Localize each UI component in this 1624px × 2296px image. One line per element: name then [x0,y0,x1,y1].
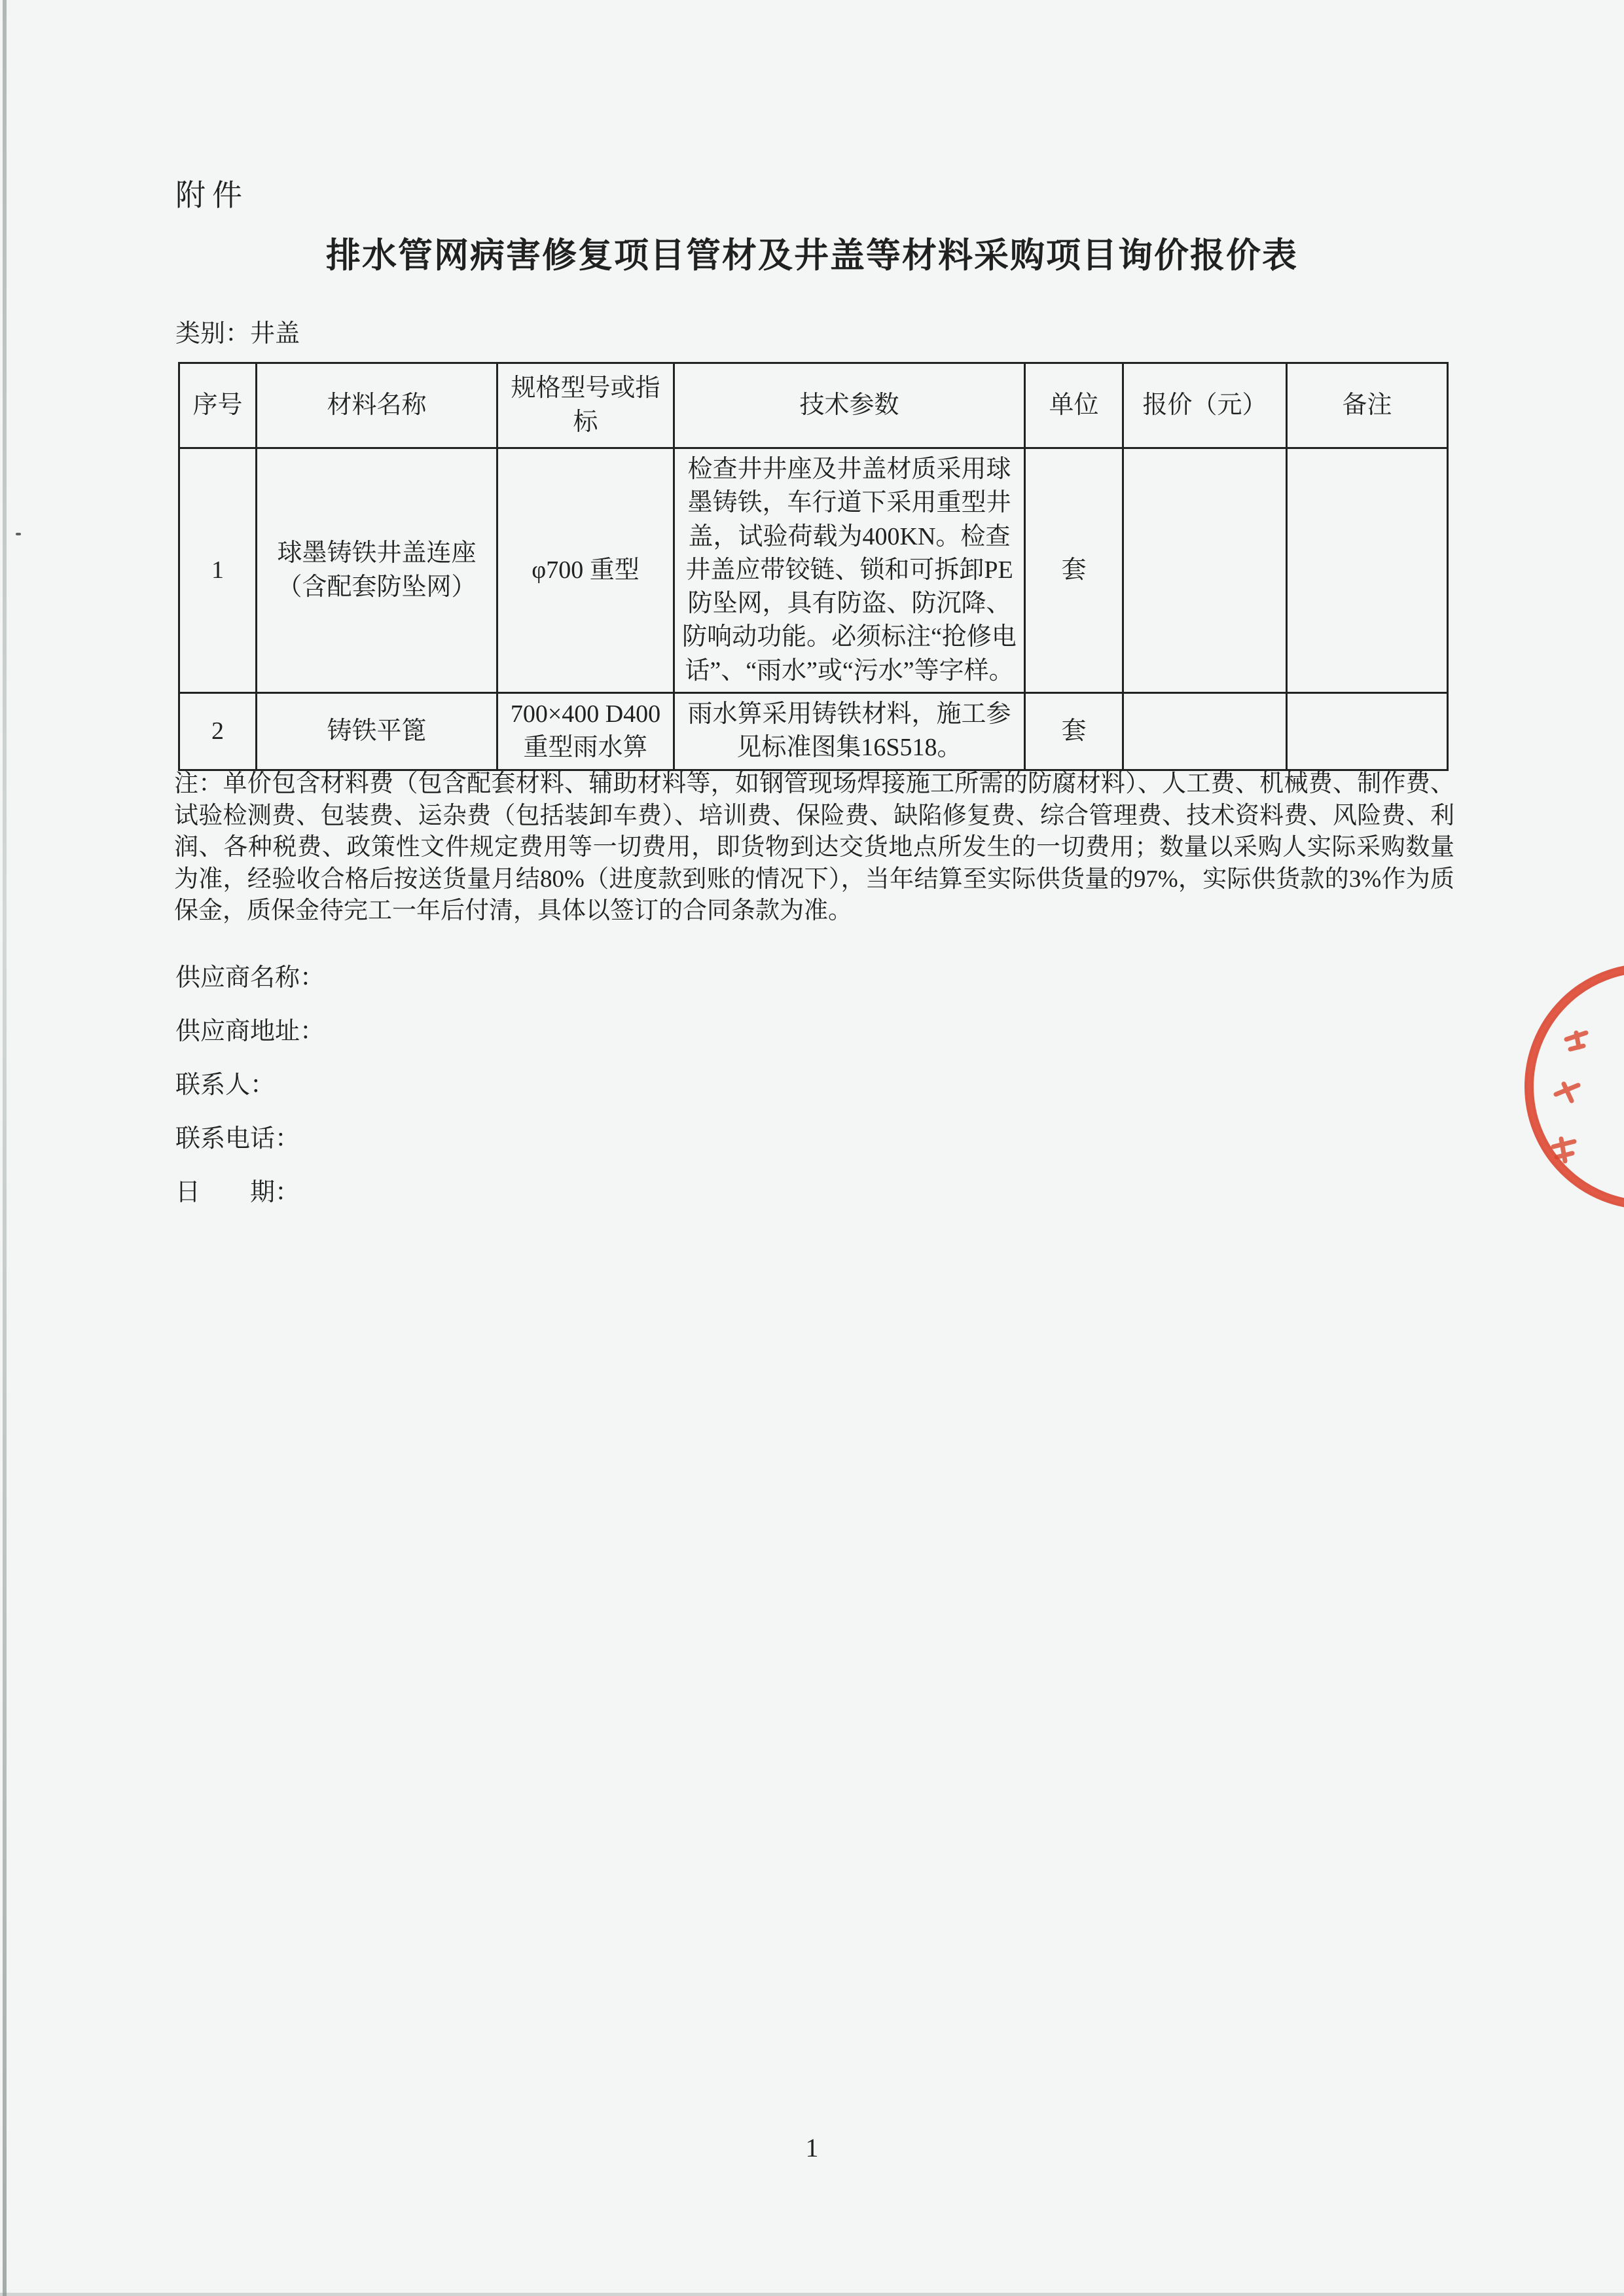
column-header-unit: 单位 [1025,363,1123,448]
cell-remark [1287,448,1448,693]
table-row [179,448,1448,693]
cell-spec: 700×400 D400 重型雨水箅 [497,693,674,770]
table-header-row [179,363,1448,448]
cell-unit: 套 [1025,448,1123,693]
cell-price [1123,693,1287,770]
page-number: 1 [805,2133,819,2162]
cell-price [1123,448,1287,693]
supplier-name-field: 供应商名称： [175,964,325,992]
cell-spec: φ700 重型 [497,448,674,693]
cell-seq: 1 [179,448,257,693]
scan-edge-artifact [3,0,7,2296]
cell-unit: 套 [1025,693,1123,770]
category-label: 类别：井盖 [175,320,300,348]
column-header-remark: 备注 [1287,363,1448,448]
scan-bottom-artifact [0,2293,1624,2296]
contact-phone-field: 联系电话： [175,1125,300,1153]
cell-remark [1287,693,1448,770]
red-seal-stamp-icon [1493,956,1624,1230]
column-header-seq: 序号 [179,363,257,448]
supplier-address-field: 供应商地址： [175,1018,325,1045]
column-header-price: 报价（元） [1123,363,1287,448]
attachment-label: 附件 [175,179,249,212]
notes-paragraph: 注：单价包含材料费（包含配套材料、辅助材料等，如钢管现场焊接施工所需的防腐材料）、人工费、机械费、制作费、试验检测费、包装费、运杂费（包括装卸车费）、培训费、保险费、缺陷修复费、综合管理费、技术资料费、风险费、利润、各种税费、政策性文件规定费用等一切费用，即货物到达交货地点所发生的一切费用；数量以采购人实际采购数量为准，经验收合格后按送货量月结80%（进度款到账的情况下），当年结算至实际供货量的97%，实际供货款的3%作为质保金，质保金待完工一年后付清，具体以签订的合同条款为准。 [174,770,1454,924]
column-header-name: 材料名称 [257,363,497,448]
column-header-spec: 规格型号或指标 [497,363,674,448]
quotation-table [178,362,1449,771]
cell-name: 球墨铸铁井盖连座（含配套防坠网） [257,448,497,693]
cell-params: 雨水箅采用铸铁材料，施工参见标准图集16S518。 [674,693,1025,770]
cell-seq: 2 [179,693,257,770]
scan-speck [16,533,21,535]
table-row [179,693,1448,770]
column-header-params: 技术参数 [674,363,1025,448]
cell-name: 铸铁平篦 [257,693,497,770]
date-field: 日 期： [175,1179,300,1206]
page-title: 排水管网病害修复项目管材及井盖等材料采购项目询价报价表 [326,237,1298,275]
contact-person-field: 联系人： [175,1071,276,1099]
cell-params: 检查井井座及井盖材质采用球墨铸铁，车行道下采用重型井盖，试验荷载为400KN。检查井盖应带铰链、锁和可拆卸PE防坠网，具有防盗、防沉降、防响动功能。必须标注“抢修电话”、“雨水”或“污水”等字样。 [674,448,1025,693]
